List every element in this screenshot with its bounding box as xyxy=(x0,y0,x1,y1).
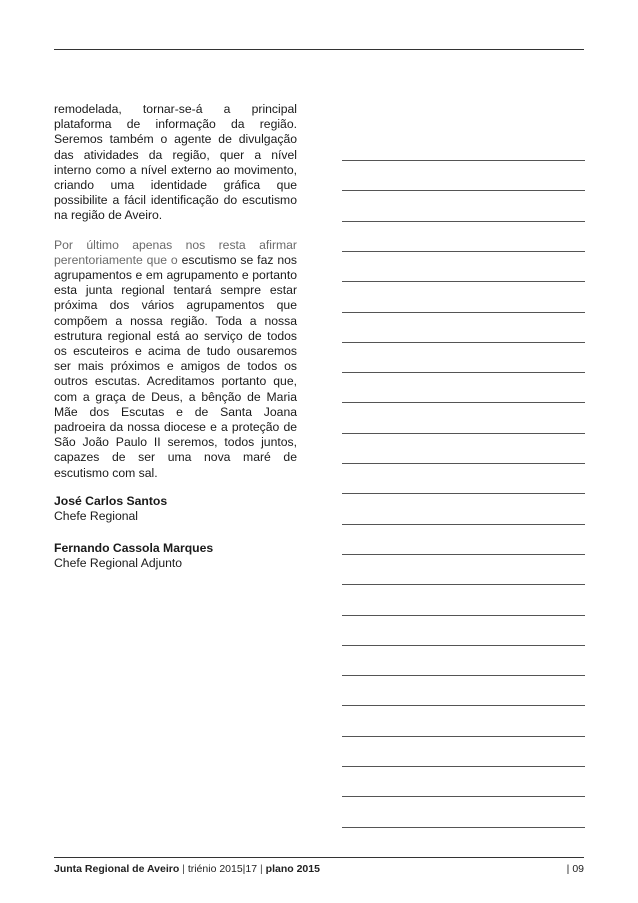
page-number: | 09 xyxy=(566,863,584,875)
note-line xyxy=(342,524,585,525)
signatory-role: Chefe Regional Adjunto xyxy=(54,556,183,571)
footer-org: Junta Regional de Aveiro xyxy=(54,863,180,875)
signatory-role: Chefe Regional xyxy=(54,509,139,524)
note-line xyxy=(342,584,585,585)
note-line xyxy=(342,312,585,313)
body-paragraph-2 xyxy=(54,238,297,481)
body-text-column xyxy=(54,102,297,481)
note-line xyxy=(342,493,585,494)
note-line xyxy=(342,615,585,616)
note-line xyxy=(342,251,585,252)
signatures xyxy=(54,494,314,588)
note-line xyxy=(342,675,585,676)
signatory-name: José Carlos Santos xyxy=(54,494,168,508)
footer xyxy=(54,862,584,876)
note-line xyxy=(342,433,585,434)
signature-block xyxy=(54,494,314,525)
note-line xyxy=(342,463,585,464)
note-line xyxy=(342,372,585,373)
note-line xyxy=(342,221,585,222)
note-line xyxy=(342,402,585,403)
note-line xyxy=(342,342,585,343)
note-line xyxy=(342,736,585,737)
note-line xyxy=(342,796,585,797)
note-line xyxy=(342,827,585,828)
footer-period: triénio 2015|17 xyxy=(187,863,258,875)
signature-block xyxy=(54,541,314,572)
footer-separator: | xyxy=(179,863,188,875)
note-line xyxy=(342,190,585,191)
body-paragraph-1: remodelada, tornar-se-á a principal plataforma de informação da região. Seremos também o agente de divulgação das atividades da região, quer a nível interno como a nível externo ao movimento, criando uma identidade gráfica que possibilite a fácil identificação do escutismo na região de Aveiro. xyxy=(54,102,297,223)
footer-plan: plano 2015 xyxy=(265,863,320,875)
notes-lines xyxy=(342,0,585,903)
paragraph-2-rest: escutismo se faz nos agrupamentos e em agrupamento e portanto esta junta regional tentará sempre estar próxima dos vários agrupamentos que compõem a nossa região. Toda a nossa estrutura regional está ao serviço de todos os escuteiros e acima de tudo ousaremos ser mais próximos e amigos de todos os outros escutas. Acreditamos portanto que, com a graça de Deus, a bênção de Maria Mãe dos Escutas e de Santa Joana padroeira da nossa diocese e a proteção de São João Paulo II seremos, todos juntos, capazes de ser uma nova maré de escutismo com sal. xyxy=(54,252,298,480)
note-line xyxy=(342,766,585,767)
signatory-name: Fernando Cassola Marques xyxy=(54,540,214,555)
bottom-rule xyxy=(54,857,584,858)
note-line xyxy=(342,160,585,161)
note-line xyxy=(342,554,585,555)
note-line xyxy=(342,645,585,646)
note-line xyxy=(342,281,585,282)
paragraph-2-lead: Por último apenas nos resta afirmar perentoriamente que o xyxy=(54,237,297,267)
footer-separator: | xyxy=(257,863,266,875)
note-line xyxy=(342,705,585,706)
